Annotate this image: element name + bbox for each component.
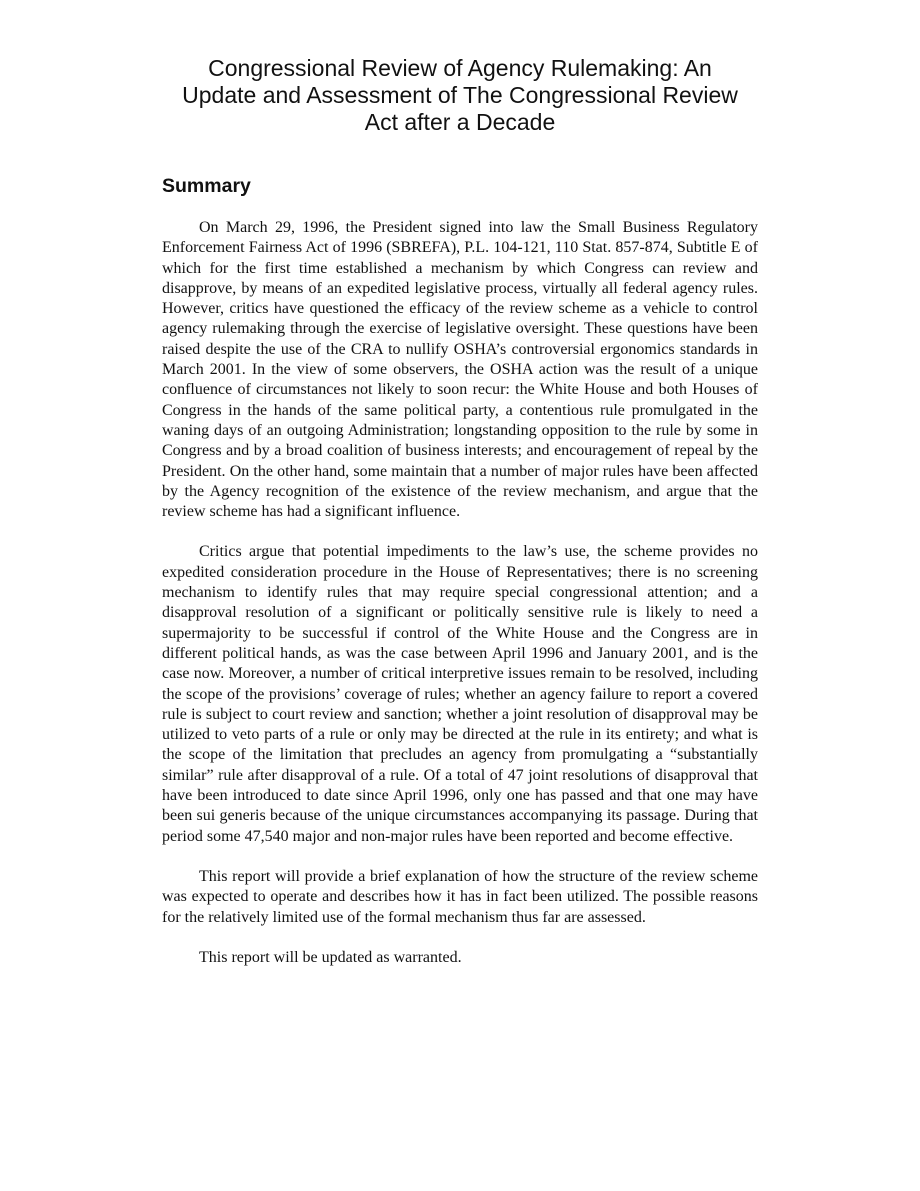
summary-heading: Summary [162, 175, 251, 197]
title-line: Congressional Review of Agency Rulemaking: An [208, 55, 712, 81]
summary-paragraph: On March 29, 1996, the President signed into law the Small Business Regulatory Enforcement Fairness Act of 1996 (SBREFA), P.L. 104-121, 110 Stat. 857-874, Subtitle E of which for the first time established a mechanism by which Congress can review and disapprove, by means of an expedited legislative process, virtually all federal agency rules. However, critics have questioned the efficacy of the review scheme as a vehicle to control agency rulemaking through the exercise of legislative oversight. These questions have been raised despite the use of the CRA to nullify OSHA’s controversial ergonomics standards in March 2001. In the view of some observers, the OSHA action was the result of a unique confluence of circumstances not likely to soon recur: the White House and both Houses of Congress in the hands of the same political party, a contentious rule promulgated in the waning days of an outgoing Administration; longstanding opposition to the rule by some in Congress and by a broad coalition of business interests; and encouragement of repeal by the President. On the other hand, some maintain that a number of major rules have been affected by the Agency recognition of the existence of the review mechanism, and argue that the review scheme has had a significant influence. [162, 219, 758, 521]
summary-paragraph: This report will provide a brief explanation of how the structure of the review scheme was expected to operate and describes how it has in fact been utilized. The possible reasons for the relatively limited use of the formal mechanism thus far are assessed. [162, 867, 758, 926]
summary-paragraph: This report will be updated as warranted. [199, 948, 462, 966]
title-line: Update and Assessment of The Congressional Review [182, 82, 738, 108]
summary-paragraph: Critics argue that potential impediments to the law’s use, the scheme provides no expedited consideration procedure in the House of Representatives; there is no screening mechanism to identify rules that may require special congressional attention; and a disapproval resolution of a significant or politically sensitive rule is likely to need a supermajority to be successful if control of the White House and the Congress are in different political hands, as was the case between April 1996 and January 2001, and is the case now. Moreover, a number of critical interpretive issues remain to be resolved, including the scope of the provisions’ coverage of rules; whether an agency failure to report a covered rule is subject to court review and sanction; whether a joint resolution of disapproval may be utilized to veto parts of a rule or only may be directed at the rule in its entirety; and what is the scope of the limitation that precludes an agency from promulgating a “substantially similar” rule after disapproval of a rule. Of a total of 47 joint resolutions of disapproval that have been introduced to date since April 1996, only one has passed and that one may have been sui generis because of the unique circumstances accompanying its passage. During that period some 47,540 major and non-major rules have been reported and become effective. [162, 543, 758, 845]
title-line: Act after a Decade [364, 109, 556, 135]
document-title [162, 55, 758, 136]
document-page [162, 55, 758, 968]
